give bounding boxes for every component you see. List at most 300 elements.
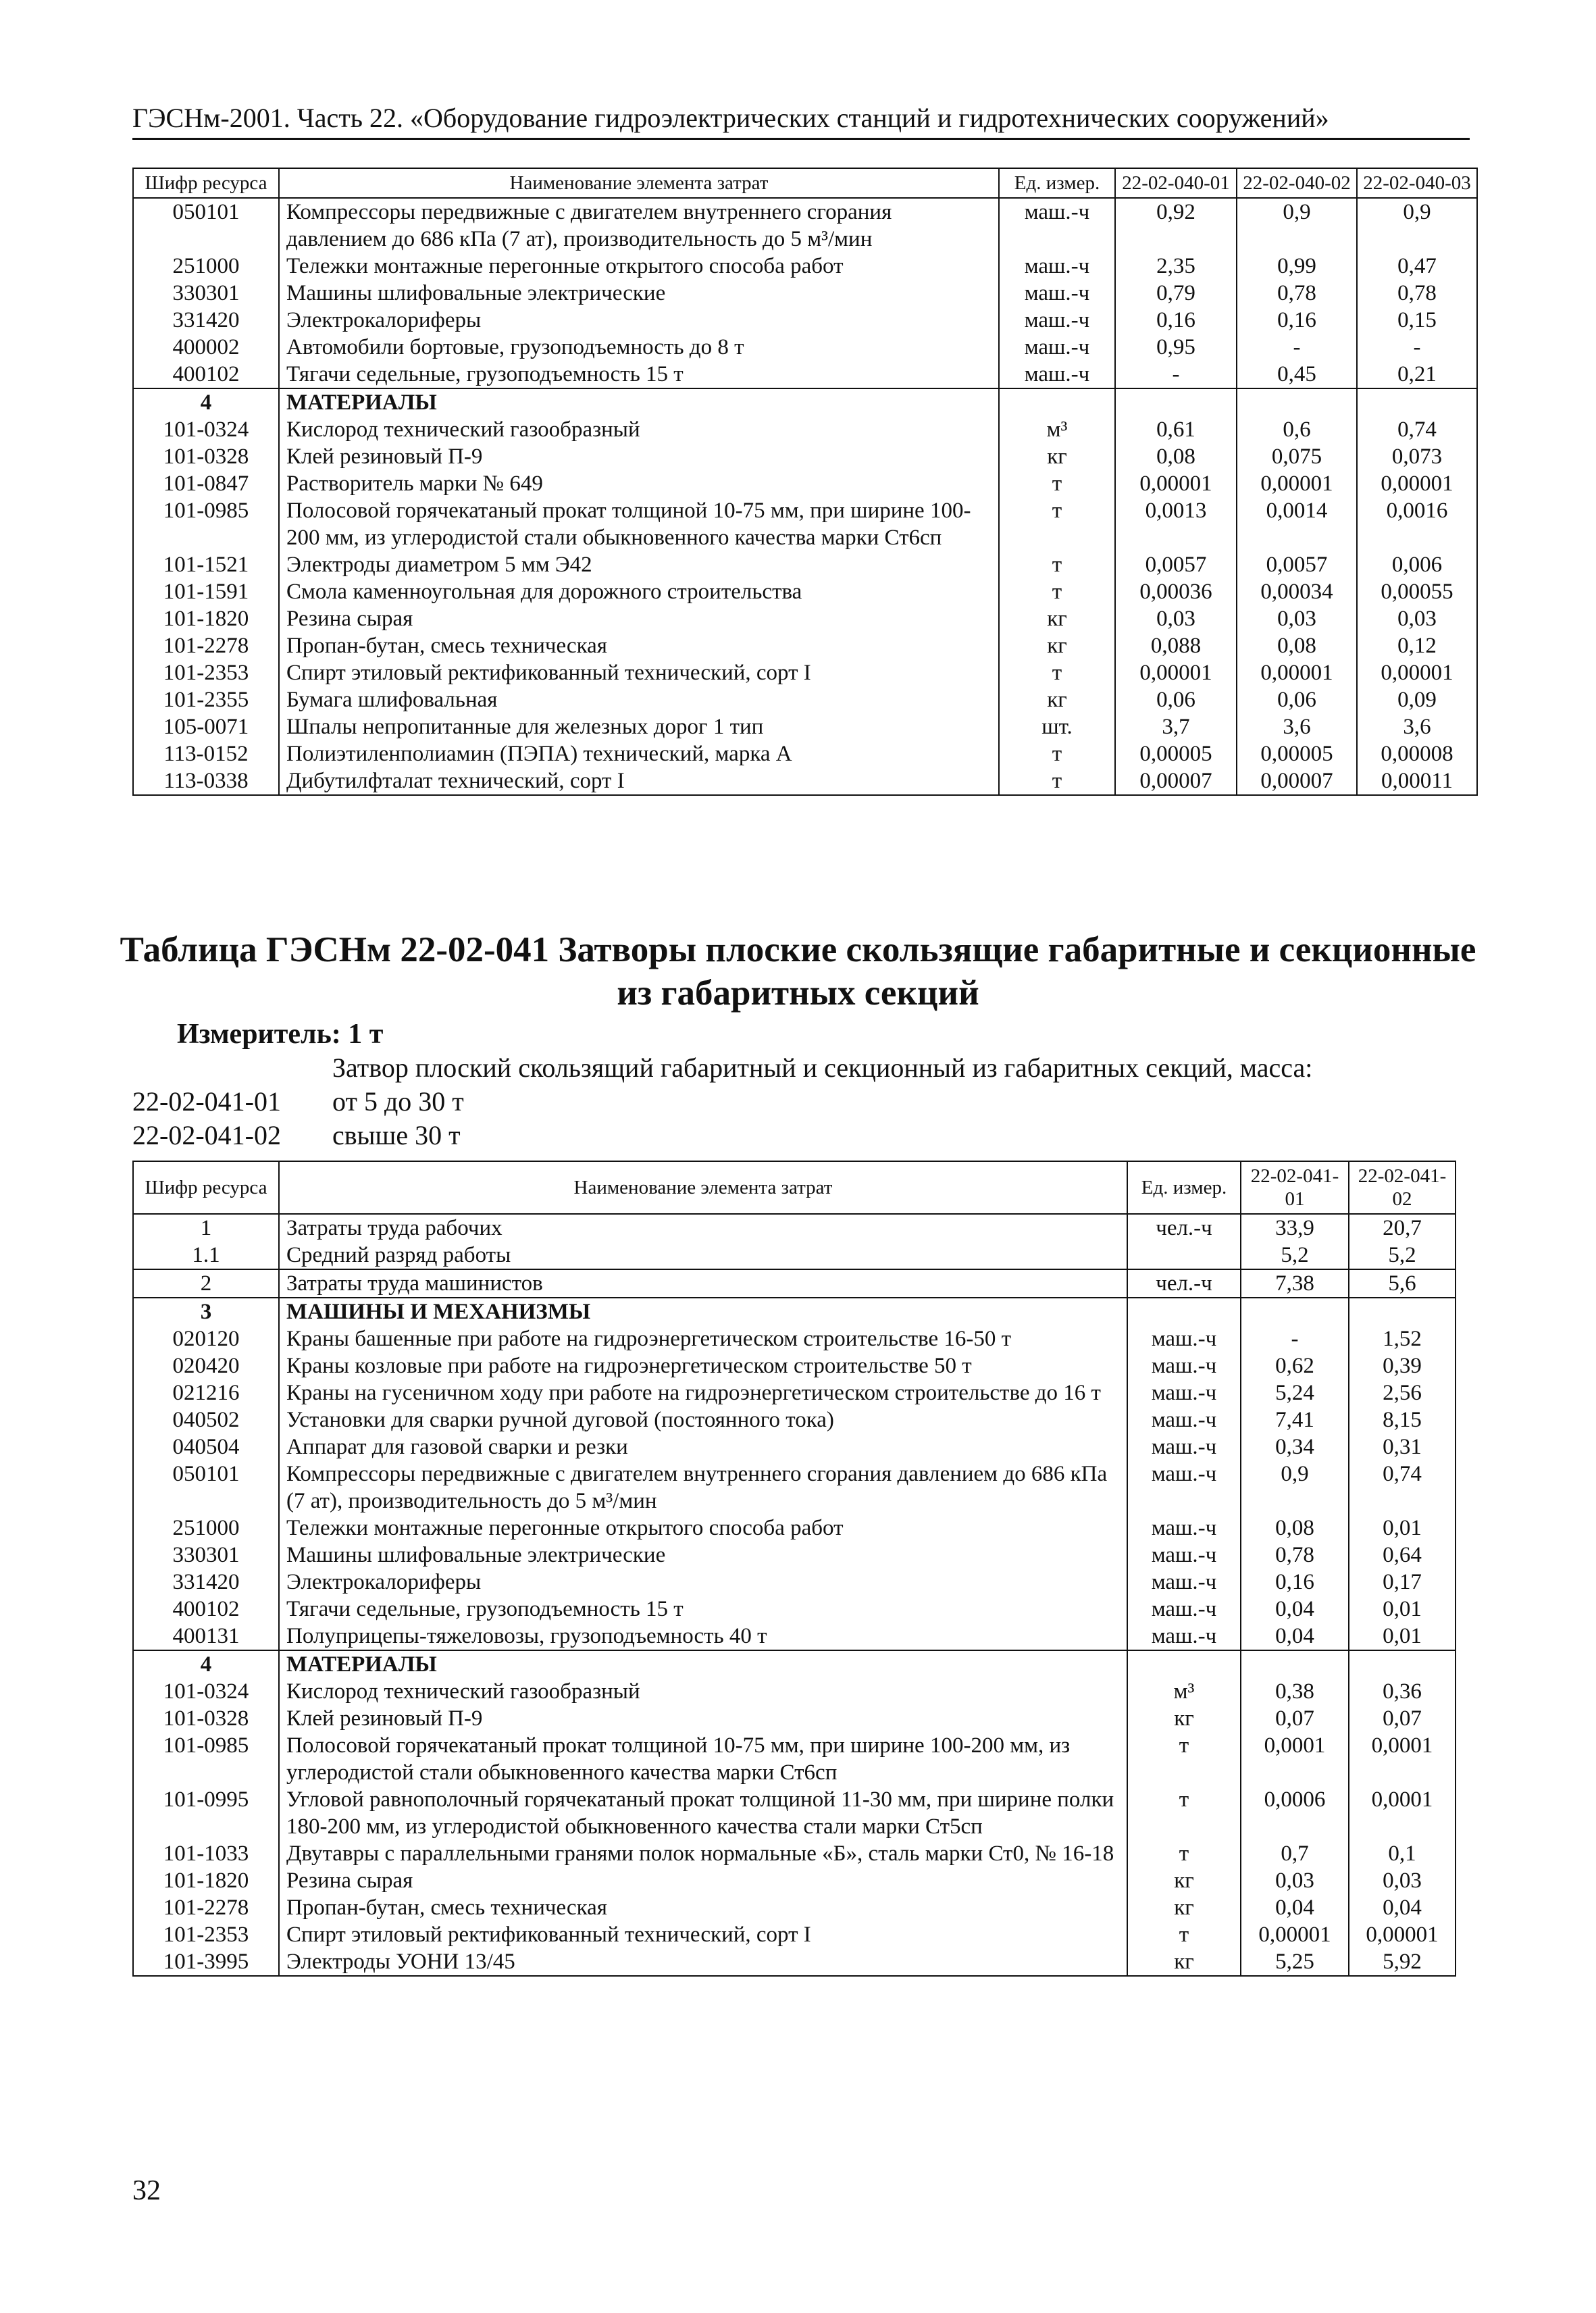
resource-code-cell: 113-0152 — [133, 740, 279, 767]
norm-value-cell: 0,03 — [1115, 605, 1237, 632]
norm-value-cell: 0,00001 — [1241, 1921, 1349, 1948]
norm-value-cell: 7,38 — [1241, 1269, 1349, 1298]
norm-value-cell: 0,09 — [1357, 686, 1477, 713]
norm-value-cell: 0,78 — [1241, 1542, 1349, 1569]
resource-name-cell: Компрессоры передвижные с двигателем внутреннего сгорания давлением до 686 кПа (7 ат), производительность до 5 м³/мин — [279, 1460, 1127, 1515]
norm-value-cell: 0,16 — [1237, 307, 1357, 334]
unit-cell: маш.-ч — [1127, 1596, 1241, 1623]
table-row — [133, 497, 1477, 551]
table-row — [133, 740, 1477, 767]
norm-value-cell: 5,24 — [1241, 1379, 1349, 1406]
unit-cell: маш.-ч — [1127, 1460, 1241, 1515]
resource-name-cell: Бумага шлифовальная — [279, 686, 999, 713]
resource-code-cell: 101-0847 — [133, 470, 279, 497]
norm-value-cell: 0,06 — [1237, 686, 1357, 713]
norm-value-cell: 0,0014 — [1237, 497, 1357, 551]
unit-cell: т — [1127, 1840, 1241, 1867]
norm-value-cell: 0,0001 — [1349, 1732, 1456, 1786]
resource-code-cell: 3 — [133, 1298, 279, 1325]
resource-code-cell: 1.1 — [133, 1242, 279, 1269]
norm-value-cell: 5,2 — [1241, 1242, 1349, 1269]
table-row — [133, 1379, 1456, 1406]
resource-name-cell: Полуприцепы-тяжеловозы, грузоподъемность 40 т — [279, 1623, 1127, 1650]
unit-cell: кг — [1127, 1705, 1241, 1732]
table-row — [133, 443, 1477, 470]
unit-cell: маш.-ч — [999, 198, 1115, 253]
variant-label: свыше 30 т — [332, 1120, 461, 1150]
resource-name-cell: Спирт этиловый ректификованный технический, сорт I — [279, 1921, 1127, 1948]
norm-value-cell: 0,95 — [1115, 334, 1237, 361]
norm-value-cell: 0,0013 — [1115, 497, 1237, 551]
resource-code-cell: 4 — [133, 388, 279, 416]
norm-value-cell — [1115, 388, 1237, 416]
norm-value-cell: 0,07 — [1241, 1705, 1349, 1732]
norm-value-cell: 0,74 — [1357, 416, 1477, 443]
table-row — [133, 1460, 1456, 1515]
variant-label: от 5 до 30 т — [332, 1086, 464, 1117]
unit-cell: маш.-ч — [1127, 1433, 1241, 1460]
column-header-name: Наименование элемента затрат — [279, 168, 999, 198]
column-header-040-03: 22-02-040-03 — [1357, 168, 1477, 198]
table-row — [133, 1269, 1456, 1298]
resource-code-cell: 020120 — [133, 1325, 279, 1352]
table-row — [133, 686, 1477, 713]
resource-code-cell: 101-1820 — [133, 1867, 279, 1894]
norm-value-cell: 0,03 — [1237, 605, 1357, 632]
column-header-040-02: 22-02-040-02 — [1237, 168, 1357, 198]
norm-value-cell: 0,088 — [1115, 632, 1237, 659]
unit-cell: т — [999, 470, 1115, 497]
resource-name-cell: Тележки монтажные перегонные открытого способа работ — [279, 253, 999, 280]
resource-code-cell: 4 — [133, 1650, 279, 1678]
norm-value-cell — [1349, 1650, 1456, 1678]
unit-cell: м³ — [999, 416, 1115, 443]
resource-code-cell: 101-0328 — [133, 443, 279, 470]
norm-value-cell: - — [1357, 334, 1477, 361]
norm-value-cell: 0,00001 — [1357, 659, 1477, 686]
resource-name-cell: Тягачи седельные, грузоподъемность 15 т — [279, 1596, 1127, 1623]
resource-code-cell: 040502 — [133, 1406, 279, 1433]
table-row — [133, 659, 1477, 686]
resource-name-cell: Пропан-бутан, смесь техническая — [279, 1894, 1127, 1921]
norm-value-cell: 0,78 — [1357, 280, 1477, 307]
resource-name-cell: Полосовой горячекатаный прокат толщиной 10-75 мм, при ширине 100-200 мм, из углеродистой стали обыкновенного качества марки Ст6сп — [279, 1732, 1127, 1786]
resource-name-cell: Электрокалориферы — [279, 307, 999, 334]
resource-code-cell: 331420 — [133, 307, 279, 334]
resource-name-cell: Пропан-бутан, смесь техническая — [279, 632, 999, 659]
norm-value-cell — [1241, 1298, 1349, 1325]
table-row — [133, 361, 1477, 388]
norm-value-cell: 7,41 — [1241, 1406, 1349, 1433]
norm-value-cell: 0,04 — [1241, 1596, 1349, 1623]
resource-code-cell: 113-0338 — [133, 767, 279, 795]
norm-value-cell: 5,25 — [1241, 1948, 1349, 1976]
norm-value-cell: 0,00055 — [1357, 578, 1477, 605]
unit-cell: т — [999, 740, 1115, 767]
unit-cell: кг — [1127, 1948, 1241, 1976]
resource-table-040 — [132, 168, 1478, 796]
resource-name-cell: Полосовой горячекатаный прокат толщиной 10-75 мм, при ширине 100-200 мм, из углеродистой стали обыкновенного качества марки Ст6сп — [279, 497, 999, 551]
resource-code-cell: 101-2278 — [133, 1894, 279, 1921]
resource-code-cell: 101-3995 — [133, 1948, 279, 1976]
table-row — [133, 1732, 1456, 1786]
norm-value-cell: 0,1 — [1349, 1840, 1456, 1867]
resource-name-cell: Затраты труда рабочих — [279, 1214, 1127, 1242]
norm-value-cell: 0,36 — [1349, 1678, 1456, 1705]
norm-value-cell — [1241, 1650, 1349, 1678]
unit-cell: м³ — [1127, 1678, 1241, 1705]
resource-name-cell: Машины шлифовальные электрические — [279, 280, 999, 307]
unit-cell — [1127, 1298, 1241, 1325]
norm-value-cell: 0,9 — [1237, 198, 1357, 253]
norm-value-cell: 0,00001 — [1237, 470, 1357, 497]
resource-name-cell: Резина сырая — [279, 1867, 1127, 1894]
resource-code-cell: 050101 — [133, 1460, 279, 1515]
resource-name-cell: Шпалы непропитанные для железных дорог 1 тип — [279, 713, 999, 740]
resource-code-cell: 101-2353 — [133, 659, 279, 686]
table-row — [133, 1406, 1456, 1433]
table-row — [133, 470, 1477, 497]
unit-cell: кг — [999, 443, 1115, 470]
norm-value-cell: 0,79 — [1115, 280, 1237, 307]
resource-name-cell: Средний разряд работы — [279, 1242, 1127, 1269]
table-row — [133, 1242, 1456, 1269]
norm-value-cell: 0,0001 — [1241, 1732, 1349, 1786]
table-body — [133, 198, 1477, 795]
resource-name-cell: Краны на гусеничном ходу при работе на гидроэнергетическом строительстве до 16 т — [279, 1379, 1127, 1406]
column-header-041-01: 22-02-041-01 — [1241, 1161, 1349, 1214]
norm-value-cell: 0,006 — [1357, 551, 1477, 578]
resource-name-cell: Компрессоры передвижные с двигателем внутреннего сгорания давлением до 686 кПа (7 ат), производительность до 5 м³/мин — [279, 198, 999, 253]
table-row — [133, 334, 1477, 361]
table-row — [133, 1596, 1456, 1623]
norm-value-cell: 3,6 — [1357, 713, 1477, 740]
table-row — [133, 1786, 1456, 1840]
table-row — [133, 198, 1477, 253]
resource-code-cell: 101-2278 — [133, 632, 279, 659]
resource-code-cell: 101-1033 — [133, 1840, 279, 1867]
column-header-code: Шифр ресурса — [133, 1161, 279, 1214]
table-description: Затвор плоский скользящий габаритный и секционный из габаритных секций, масса: — [332, 1052, 1313, 1083]
norm-value-cell: 0,12 — [1357, 632, 1477, 659]
unit-cell: т — [999, 551, 1115, 578]
resource-code-cell: 331420 — [133, 1569, 279, 1596]
page-number: 32 — [132, 2175, 161, 2206]
resource-code-cell: 101-0995 — [133, 1786, 279, 1840]
unit-cell — [1127, 1242, 1241, 1269]
resource-name-cell: Тележки монтажные перегонные открытого способа работ — [279, 1515, 1127, 1542]
table-row — [133, 632, 1477, 659]
norm-value-cell: 0,00036 — [1115, 578, 1237, 605]
norm-value-cell: 0,39 — [1349, 1352, 1456, 1379]
unit-cell: т — [1127, 1732, 1241, 1786]
unit-cell: т — [999, 659, 1115, 686]
norm-value-cell: 0,38 — [1241, 1678, 1349, 1705]
section-row — [133, 388, 1477, 416]
column-header-unit: Ед. измер. — [1127, 1161, 1241, 1214]
norm-value-cell: 0,01 — [1349, 1596, 1456, 1623]
column-header-name: Наименование элемента затрат — [279, 1161, 1127, 1214]
norm-value-cell: 0,9 — [1241, 1460, 1349, 1515]
norm-value-cell: 0,00007 — [1115, 767, 1237, 795]
resource-code-cell: 330301 — [133, 1542, 279, 1569]
norm-value-cell: 0,16 — [1241, 1569, 1349, 1596]
unit-cell: кг — [999, 605, 1115, 632]
resource-name-cell: Дибутилфталат технический, сорт I — [279, 767, 999, 795]
resource-code-cell: 101-1820 — [133, 605, 279, 632]
table-row — [133, 1515, 1456, 1542]
norm-value-cell: 33,9 — [1241, 1214, 1349, 1242]
unit-cell: маш.-ч — [999, 334, 1115, 361]
norm-value-cell: 1,52 — [1349, 1325, 1456, 1352]
resource-name-cell: МАТЕРИАЛЫ — [279, 388, 999, 416]
table-row — [133, 713, 1477, 740]
norm-value-cell: 0,92 — [1115, 198, 1237, 253]
measure-unit: Измеритель: 1 т — [177, 1019, 384, 1050]
norm-value-cell: 0,00008 — [1357, 740, 1477, 767]
norm-value-cell: - — [1237, 334, 1357, 361]
table-row — [133, 1352, 1456, 1379]
norm-value-cell: 0,31 — [1349, 1433, 1456, 1460]
norm-value-cell — [1357, 388, 1477, 416]
unit-cell: маш.-ч — [1127, 1325, 1241, 1352]
norm-value-cell: 0,74 — [1349, 1460, 1456, 1515]
norm-value-cell: 2,35 — [1115, 253, 1237, 280]
resource-code-cell: 101-2355 — [133, 686, 279, 713]
resource-name-cell: Угловой равнополочный горячекатаный прокат толщиной 11-30 мм, при ширине полки 180-200 мм, из углеродистой обыкновенного качества стали марки Ст5сп — [279, 1786, 1127, 1840]
norm-value-cell: 3,6 — [1237, 713, 1357, 740]
unit-cell: маш.-ч — [999, 280, 1115, 307]
norm-value-cell: 0,01 — [1349, 1623, 1456, 1650]
resource-code-cell: 330301 — [133, 280, 279, 307]
norm-value-cell: 0,06 — [1115, 686, 1237, 713]
table-body — [133, 1214, 1456, 1976]
table-row — [133, 1569, 1456, 1596]
column-header-unit: Ед. измер. — [999, 168, 1115, 198]
section-row — [133, 1650, 1456, 1678]
resource-code-cell: 021216 — [133, 1379, 279, 1406]
norm-value-cell: 0,00001 — [1115, 659, 1237, 686]
table-row — [133, 551, 1477, 578]
resource-code-cell: 101-0324 — [133, 416, 279, 443]
norm-value-cell: 0,17 — [1349, 1569, 1456, 1596]
resource-name-cell: Спирт этиловый ректификованный технический, сорт I — [279, 659, 999, 686]
norm-value-cell: 0,04 — [1349, 1894, 1456, 1921]
table-row — [133, 1214, 1456, 1242]
running-header: ГЭСНм-2001. Часть 22. «Оборудование гидроэлектрических станций и гидротехнических сооружений» — [132, 101, 1470, 140]
norm-value-cell: 0,04 — [1241, 1894, 1349, 1921]
resource-code-cell: 040504 — [133, 1433, 279, 1460]
norm-value-cell: 0,21 — [1357, 361, 1477, 388]
unit-cell: чел.-ч — [1127, 1269, 1241, 1298]
unit-cell: кг — [1127, 1894, 1241, 1921]
resource-name-cell: Затраты труда машинистов — [279, 1269, 1127, 1298]
norm-value-cell: 0,15 — [1357, 307, 1477, 334]
resource-name-cell: Автомобили бортовые, грузоподъемность до 8 т — [279, 334, 999, 361]
unit-cell: маш.-ч — [1127, 1406, 1241, 1433]
unit-cell: кг — [1127, 1867, 1241, 1894]
column-header-041-02: 22-02-041-02 — [1349, 1161, 1456, 1214]
resource-code-cell: 020420 — [133, 1352, 279, 1379]
resource-name-cell: Клей резиновый П-9 — [279, 1705, 1127, 1732]
table-row — [133, 1867, 1456, 1894]
table-row — [133, 1678, 1456, 1705]
norm-value-cell: 0,99 — [1237, 253, 1357, 280]
resource-name-cell: Смола каменноугольная для дорожного строительства — [279, 578, 999, 605]
resource-code-cell: 101-0328 — [133, 1705, 279, 1732]
resource-code-cell: 101-0985 — [133, 1732, 279, 1786]
resource-code-cell: 101-1521 — [133, 551, 279, 578]
unit-cell: кг — [999, 686, 1115, 713]
unit-cell: маш.-ч — [1127, 1623, 1241, 1650]
norm-value-cell: 0,61 — [1115, 416, 1237, 443]
resource-code-cell: 101-0324 — [133, 1678, 279, 1705]
column-header-040-01: 22-02-040-01 — [1115, 168, 1237, 198]
norm-value-cell: 0,00001 — [1349, 1921, 1456, 1948]
resource-code-cell: 2 — [133, 1269, 279, 1298]
section-row — [133, 1298, 1456, 1325]
norm-value-cell: 0,00005 — [1115, 740, 1237, 767]
norm-value-cell: 0,075 — [1237, 443, 1357, 470]
table-row — [133, 767, 1477, 795]
resource-name-cell: МАТЕРИАЛЫ — [279, 1650, 1127, 1678]
table-row — [133, 1623, 1456, 1650]
unit-cell: кг — [999, 632, 1115, 659]
resource-code-cell: 251000 — [133, 1515, 279, 1542]
norm-value-cell: 0,00001 — [1357, 470, 1477, 497]
norm-value-cell: 5,92 — [1349, 1948, 1456, 1976]
resource-code-cell: 400002 — [133, 334, 279, 361]
norm-value-cell: 0,9 — [1357, 198, 1477, 253]
norm-value-cell: 0,00005 — [1237, 740, 1357, 767]
norm-value-cell: 0,45 — [1237, 361, 1357, 388]
table-row — [133, 307, 1477, 334]
resource-name-cell: Электроды диаметром 5 мм Э42 — [279, 551, 999, 578]
resource-code-cell: 1 — [133, 1214, 279, 1242]
resource-name-cell: Краны башенные при работе на гидроэнергетическом строительстве 16-50 т — [279, 1325, 1127, 1352]
unit-cell: шт. — [999, 713, 1115, 740]
unit-cell: маш.-ч — [1127, 1569, 1241, 1596]
resource-name-cell: Резина сырая — [279, 605, 999, 632]
norm-value-cell: 0,0001 — [1349, 1786, 1456, 1840]
resource-name-cell: Полиэтиленполиамин (ПЭПА) технический, марка А — [279, 740, 999, 767]
norm-value-cell: 0,7 — [1241, 1840, 1349, 1867]
norm-value-cell: 0,08 — [1241, 1515, 1349, 1542]
norm-value-cell: 0,08 — [1115, 443, 1237, 470]
norm-value-cell: 0,03 — [1349, 1867, 1456, 1894]
norm-value-cell: 2,56 — [1349, 1379, 1456, 1406]
variant-code: 22-02-041-02 — [132, 1120, 281, 1150]
resource-name-cell: Машины шлифовальные электрические — [279, 1542, 1127, 1569]
norm-value-cell: 0,34 — [1241, 1433, 1349, 1460]
resource-name-cell: Клей резиновый П-9 — [279, 443, 999, 470]
norm-value-cell: 0,0057 — [1115, 551, 1237, 578]
resource-name-cell: Аппарат для газовой сварки и резки — [279, 1433, 1127, 1460]
table-row — [133, 578, 1477, 605]
norm-value-cell: 0,01 — [1349, 1515, 1456, 1542]
table-row — [133, 605, 1477, 632]
norm-value-cell: 0,47 — [1357, 253, 1477, 280]
resource-table-041 — [132, 1161, 1456, 1977]
resource-name-cell: МАШИНЫ И МЕХАНИЗМЫ — [279, 1298, 1127, 1325]
unit-cell: чел.-ч — [1127, 1214, 1241, 1242]
table-row — [133, 1542, 1456, 1569]
norm-value-cell — [1237, 388, 1357, 416]
table-row — [133, 253, 1477, 280]
norm-value-cell: 3,7 — [1115, 713, 1237, 740]
norm-value-cell: 0,00001 — [1237, 659, 1357, 686]
resource-code-cell: 400102 — [133, 1596, 279, 1623]
norm-value-cell: - — [1241, 1325, 1349, 1352]
norm-value-cell: 0,62 — [1241, 1352, 1349, 1379]
resource-code-cell: 101-0985 — [133, 497, 279, 551]
unit-cell: т — [999, 497, 1115, 551]
unit-cell: маш.-ч — [1127, 1352, 1241, 1379]
norm-value-cell: - — [1115, 361, 1237, 388]
table-row — [133, 280, 1477, 307]
resource-code-cell: 101-2353 — [133, 1921, 279, 1948]
table-row — [133, 416, 1477, 443]
unit-cell: т — [1127, 1921, 1241, 1948]
resource-code-cell: 400131 — [133, 1623, 279, 1650]
unit-cell — [1127, 1650, 1241, 1678]
unit-cell: маш.-ч — [999, 307, 1115, 334]
column-header-code: Шифр ресурса — [133, 168, 279, 198]
unit-cell: т — [1127, 1786, 1241, 1840]
norm-value-cell: 0,6 — [1237, 416, 1357, 443]
resource-name-cell: Электрокалориферы — [279, 1569, 1127, 1596]
resource-code-cell: 101-1591 — [133, 578, 279, 605]
unit-cell: маш.-ч — [999, 361, 1115, 388]
resource-name-cell: Электроды УОНИ 13/45 — [279, 1948, 1127, 1976]
norm-value-cell: 0,64 — [1349, 1542, 1456, 1569]
norm-value-cell: 0,0016 — [1357, 497, 1477, 551]
table-row — [133, 1433, 1456, 1460]
norm-value-cell: 0,00011 — [1357, 767, 1477, 795]
resource-code-cell: 050101 — [133, 198, 279, 253]
resource-name-cell: Двутавры с параллельными гранями полок нормальные «Б», сталь марки Ст0, № 16-18 — [279, 1840, 1127, 1867]
norm-value-cell: 0,00034 — [1237, 578, 1357, 605]
variant-row — [132, 1085, 464, 1119]
resource-code-cell: 400102 — [133, 361, 279, 388]
norm-value-cell: 0,00007 — [1237, 767, 1357, 795]
norm-value-cell: 0,04 — [1241, 1623, 1349, 1650]
resource-name-cell: Кислород технический газообразный — [279, 1678, 1127, 1705]
norm-value-cell: 0,073 — [1357, 443, 1477, 470]
norm-value-cell: 0,03 — [1241, 1867, 1349, 1894]
resource-name-cell: Тягачи седельные, грузоподъемность 15 т — [279, 361, 999, 388]
norm-value-cell: 0,03 — [1357, 605, 1477, 632]
resource-code-cell: 251000 — [133, 253, 279, 280]
norm-value-cell: 5,2 — [1349, 1242, 1456, 1269]
table-row — [133, 1840, 1456, 1867]
norm-value-cell: 5,6 — [1349, 1269, 1456, 1298]
norm-value-cell: 0,0057 — [1237, 551, 1357, 578]
unit-cell: т — [999, 578, 1115, 605]
resource-code-cell: 105-0071 — [133, 713, 279, 740]
norm-value-cell: 0,78 — [1237, 280, 1357, 307]
resource-name-cell: Кислород технический газообразный — [279, 416, 999, 443]
table-row — [133, 1325, 1456, 1352]
unit-cell — [999, 388, 1115, 416]
table-row — [133, 1705, 1456, 1732]
norm-value-cell: 20,7 — [1349, 1214, 1456, 1242]
variant-code: 22-02-041-01 — [132, 1086, 281, 1117]
resource-name-cell: Растворитель марки № 649 — [279, 470, 999, 497]
table-row — [133, 1948, 1456, 1976]
norm-value-cell — [1349, 1298, 1456, 1325]
norm-value-cell: 0,07 — [1349, 1705, 1456, 1732]
